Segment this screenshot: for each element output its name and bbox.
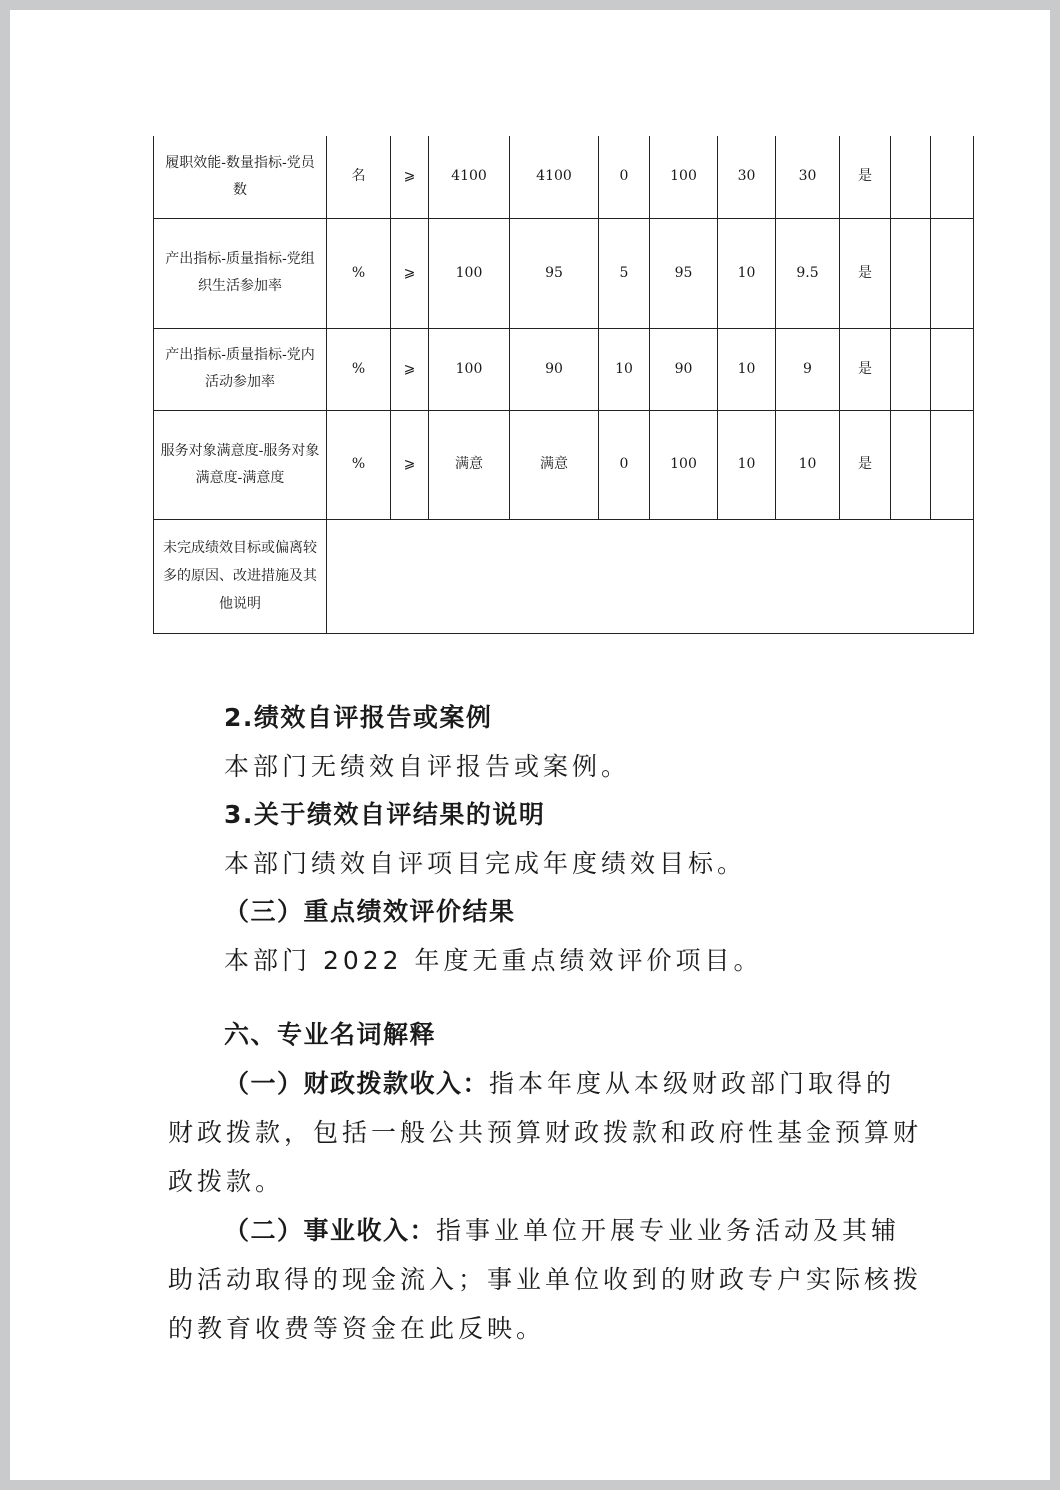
heading-self-evaluation-result: 3.关于绩效自评结果的说明 [224,800,546,829]
empty-cell [891,218,931,328]
cell-rate: 100 [650,410,718,519]
cell-deviation: 5 [599,218,650,328]
document-page [10,10,1050,1480]
paragraph-self-evaluation-result: 本部门绩效自评项目完成年度绩效目标。 [224,849,747,878]
performance-table [153,136,974,634]
indicator-name-cell: 服务对象满意度-服务对象满意度-满意度 [154,410,327,519]
table-row [154,410,974,519]
indicator-name-cell: 履职效能-数量指标-党员数 [154,136,327,218]
empty-cell [931,410,974,519]
empty-cell [891,410,931,519]
glossary-item-1-line-2: 财政拨款，包括一般公共预算财政拨款和政府性基金预算财 [168,1118,923,1147]
indicator-name-cell: 产出指标-质量指标-党内活动参加率 [154,328,327,410]
cell-weight: 10 [718,410,776,519]
cell-actual: 满意 [510,410,599,519]
glossary-term-2: （二）事业收入： [224,1216,437,1245]
cell-deviation: 0 [599,136,650,218]
notes-value-cell [327,519,974,633]
paragraph-key-evaluation: 本部门 2022 年度无重点绩效评价项目。 [224,946,763,975]
indicator-name-cell: 产出指标-质量指标-党组织生活参加率 [154,218,327,328]
table-row [154,218,974,328]
cell-op: ⩾ [391,218,429,328]
empty-cell [931,136,974,218]
notes-label-cell: 未完成绩效目标或偏离较多的原因、改进措施及其他说明 [154,519,327,633]
glossary-item-1-line-1: （一）财政拨款收入：指本年度从本级财政部门取得的 [224,1069,896,1098]
glossary-item-2-line-1: （二）事业收入：指事业单位开展专业业务活动及其辅 [224,1216,901,1245]
cell-unit: % [327,410,391,519]
cell-weight: 10 [718,328,776,410]
cell-deviation: 0 [599,410,650,519]
heading-self-evaluation-report: 2.绩效自评报告或案例 [224,703,493,732]
cell-done: 是 [840,136,891,218]
cell-weight: 10 [718,218,776,328]
cell-actual: 4100 [510,136,599,218]
glossary-item-2-line-2: 助活动取得的现金流入；事业单位收到的财政专户实际核拨 [168,1265,923,1294]
cell-done: 是 [840,218,891,328]
cell-done: 是 [840,410,891,519]
heading-key-evaluation: （三）重点绩效评价结果 [224,897,516,926]
empty-cell [931,328,974,410]
cell-unit: % [327,328,391,410]
cell-unit: 名 [327,136,391,218]
cell-score: 9.5 [776,218,840,328]
cell-target: 4100 [429,136,510,218]
table-row [154,136,974,218]
glossary-item-1-line-3: 政拨款。 [168,1167,285,1196]
cell-score: 30 [776,136,840,218]
cell-target: 100 [429,328,510,410]
cell-score: 10 [776,410,840,519]
cell-rate: 95 [650,218,718,328]
heading-glossary: 六、专业名词解释 [224,1020,437,1049]
cell-done: 是 [840,328,891,410]
cell-deviation: 10 [599,328,650,410]
cell-actual: 90 [510,328,599,410]
cell-score: 9 [776,328,840,410]
cell-actual: 95 [510,218,599,328]
glossary-term-1: （一）财政拨款收入： [224,1069,490,1098]
cell-weight: 30 [718,136,776,218]
table-row [154,328,974,410]
cell-rate: 90 [650,328,718,410]
cell-op: ⩾ [391,410,429,519]
cell-target: 满意 [429,410,510,519]
cell-unit: % [327,218,391,328]
empty-cell [931,218,974,328]
cell-op: ⩾ [391,136,429,218]
cell-op: ⩾ [391,328,429,410]
paragraph-self-evaluation-report: 本部门无绩效自评报告或案例。 [224,752,631,781]
cell-target: 100 [429,218,510,328]
empty-cell [891,136,931,218]
empty-cell [891,328,931,410]
glossary-item-2-line-3: 的教育收费等资金在此反映。 [168,1314,546,1343]
cell-rate: 100 [650,136,718,218]
notes-row [154,519,974,633]
